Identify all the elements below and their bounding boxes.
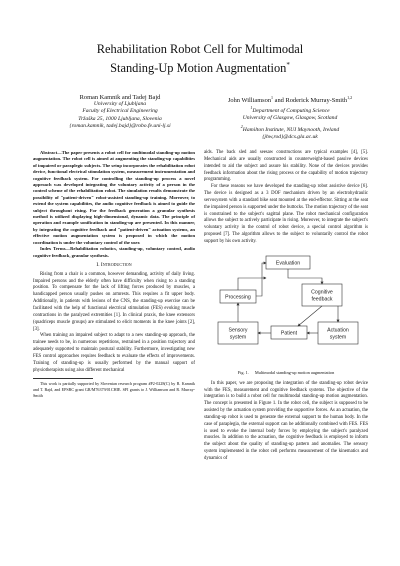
- footnote: This work is partially supported by Slovenian research program #P2-0228(C) by R. Kamnik and T. Bajd, and EPSRC grant GR/M76379/01CHIE. SFI grants to J. Williamson and R. Murray-Smith: [33, 381, 195, 398]
- actuation-label-2: system: [329, 334, 347, 341]
- title-line-1: Rehabilitation Robot Cell for Multimodal: [96, 42, 304, 56]
- block-diagram: [204, 250, 368, 368]
- figure-caption: [204, 370, 368, 377]
- actuation-label-1: Actuation: [327, 327, 349, 334]
- affiliation-text: Department of Computing Science: [252, 108, 330, 115]
- affiliation-sup: 2: [240, 123, 243, 129]
- author-affiliation: Faculty of Electrical Engineering: [82, 108, 158, 115]
- index-terms: Index Terms—Rehabilitation robotics, standing-up, voluntary control, audio cognitive feedback, granular synthesis.: [33, 246, 195, 258]
- author-names: Roman Kamnik and Tadej Bajd: [79, 94, 161, 101]
- author-email: {jhw,rod}@dcs.gla.ac.uk: [262, 133, 318, 140]
- author-email: {roman.kamnik, tadej.bajd}@robo.fe.uni-lj.si: [69, 122, 171, 129]
- patient-label: Patient: [280, 330, 298, 337]
- author-address: Tržaška 25, 1000 Ljubljana, Slovenia: [78, 115, 162, 122]
- footnote-rule: [33, 378, 93, 379]
- author-affiliation: [205, 123, 375, 134]
- paragraph: When training an impaired subject to adapt to a new standing-up approach, the trainee needs to be, in numerous repetitions, restrained in a position trajectory and adequately supported to maintain postural stability. Furthermore, investigating new FES control approaches requires feedback to evaluate the effects of improvements. Training of standing-up is usually performed by the manual support of physiotherapists using also different mechanical: [33, 333, 195, 373]
- author-sup: 1: [271, 95, 274, 100]
- author-block-ljubljana: [40, 94, 200, 130]
- paragraph: Rising from a chair is a common, however demanding, activity of daily living. Impaired persons and the elderly often have difficulty when rising to a standing position. To compensate for the lack of lifting forces produced by muscles, a handicapped person usually pushes on armrests. This requires a fit upper body. Additionally, in patients with lesions of the CNS, the standing-up exercise can be facilitated with the help of functional electrical stimulation (FES) evoking muscle contractions in the paralyzed extremities [1]. In clinical praxis, the knee extensors (quadriceps muscle groups) are stimulated to elicit moments in the knee joints [2], [3].: [33, 271, 195, 332]
- paragraph: For these reasons we have developed the standing-up robot assistive device [6]. The device is designed as a 3 DOF mechanism driven by an electrohydraulic servosystem with a standard bike seat mounted at the end-effector. Sitting at the seat the impaired person is supported under the buttocks. The motion trajectory of the seat is constrained to the subject's sagittal plane. The robot mechanical configuration allows the subject to actively participate in rising. Moreover, to integrate the subject's voluntary activity in the control of robot device, a special control algorithm is proposed [7]. The algorithm allows to the subject to voluntarily control the robot support by his own activity.: [204, 184, 368, 244]
- paper-title: [20, 41, 380, 76]
- author-block-glasgow: [205, 94, 375, 141]
- left-column: [33, 150, 195, 399]
- title-footnote-mark: *: [286, 61, 290, 69]
- author-names: [205, 94, 375, 104]
- figure-1-diagram: [204, 250, 368, 368]
- author-sup: 1,2: [347, 95, 353, 100]
- sensory-label-2: system: [229, 334, 247, 341]
- affiliation-sup: 1: [250, 105, 253, 111]
- right-column: [204, 150, 368, 463]
- paragraph: In this paper, we are proposing the integration of the standing-up robot device with the FES, measurement and cognitive feedback systems. The objective of the integration is to build a robot cell for multimodal standing-up motion augmentation. The concept is presented in Figure 1. In the robot cell, the subject is supposed to be assisted by the actuation system providing the supportive forces. As an actuation, the standing-up robot is used to generate the external support to the human body. In the case of paraplegia, the external support can be additionally combined with FES. FES is used to evoke the internal body forces by employing the subject's paralyzed muscles. In addition to the actuation, the cognitive feedback is employed to inform the subject about the quality of standing-up pattern and anomalies. The sensory system implemented in the robot cell performs measurement of the kinematics and dynamics of: [204, 380, 368, 461]
- author-affiliation: [205, 104, 375, 115]
- cognitive-label-1: Cognitive: [311, 289, 333, 296]
- paragraph: aids. The back sled and seesaw constructions are typical examples [4], [5]. Mechanical aids are usually constructed in counterweight-based passive devices intended to aid the subject and assure his stability. None of the devices provides feedback information about the rising process or the capability of motion trajectory programming.: [204, 150, 368, 183]
- figure-caption-text: Multimodal standing-up motion augmentation: [254, 369, 335, 375]
- abstract-text: Abstract—The paper presents a robot cell for multimodal standing-up motion augmentation. The robot cell is aimed at augmenting the standing-up capabilities of impaired or paraplegic subjects. The setup incorporates the rehabilitation robot device, functional electrical stimulation system, measurement instrumentation and cognitive feedback system. For controlling the standing-up process a novel approach was developed integrating the voluntary activity of a person in the control scheme of the rehabilitation robot. The simulation results demonstrate the possibility of "patient-driven" robot-assisted standing-up training. Moreover, to extend the system capabilities, the audio cognitive feedback is aimed to guide the subject throughout rising. For the feedback generation a granular synthesis method is utilized displaying high-dimensional, dynamic data. The principle of operation and example sonification in standing-up are presented. In this manner, by integrating the cognitive feedback and "patient-driven" actuation systems, an effective motion augmentation system is proposed in which the motion coordination is under the voluntary control of the user.: [33, 150, 195, 245]
- cognitive-label-2: feedback: [311, 296, 333, 303]
- title-line-2-text: Standing-Up Motion Augmentation: [110, 61, 287, 76]
- author-affiliation: University of Glasgow, Glasgow, Scotland: [242, 115, 338, 122]
- title-line-2: [20, 57, 380, 76]
- author-name-2: and Roderick Murray-Smith: [273, 97, 348, 105]
- affiliation-text: Hamilton Institute, NUI Maynooth, Ireland: [242, 126, 340, 133]
- evaluation-label: Evaluation: [275, 260, 301, 267]
- figure-label: Fig. 1.: [237, 369, 249, 375]
- abstract: [33, 150, 195, 259]
- author-affiliation: University of Ljubljana: [93, 101, 147, 108]
- processing-label: Processing: [225, 294, 251, 301]
- author-name-1: John Williamson: [227, 97, 272, 105]
- section-heading-introduction: I. Introduction: [96, 261, 132, 268]
- sensory-label-1: Sensory: [228, 327, 248, 334]
